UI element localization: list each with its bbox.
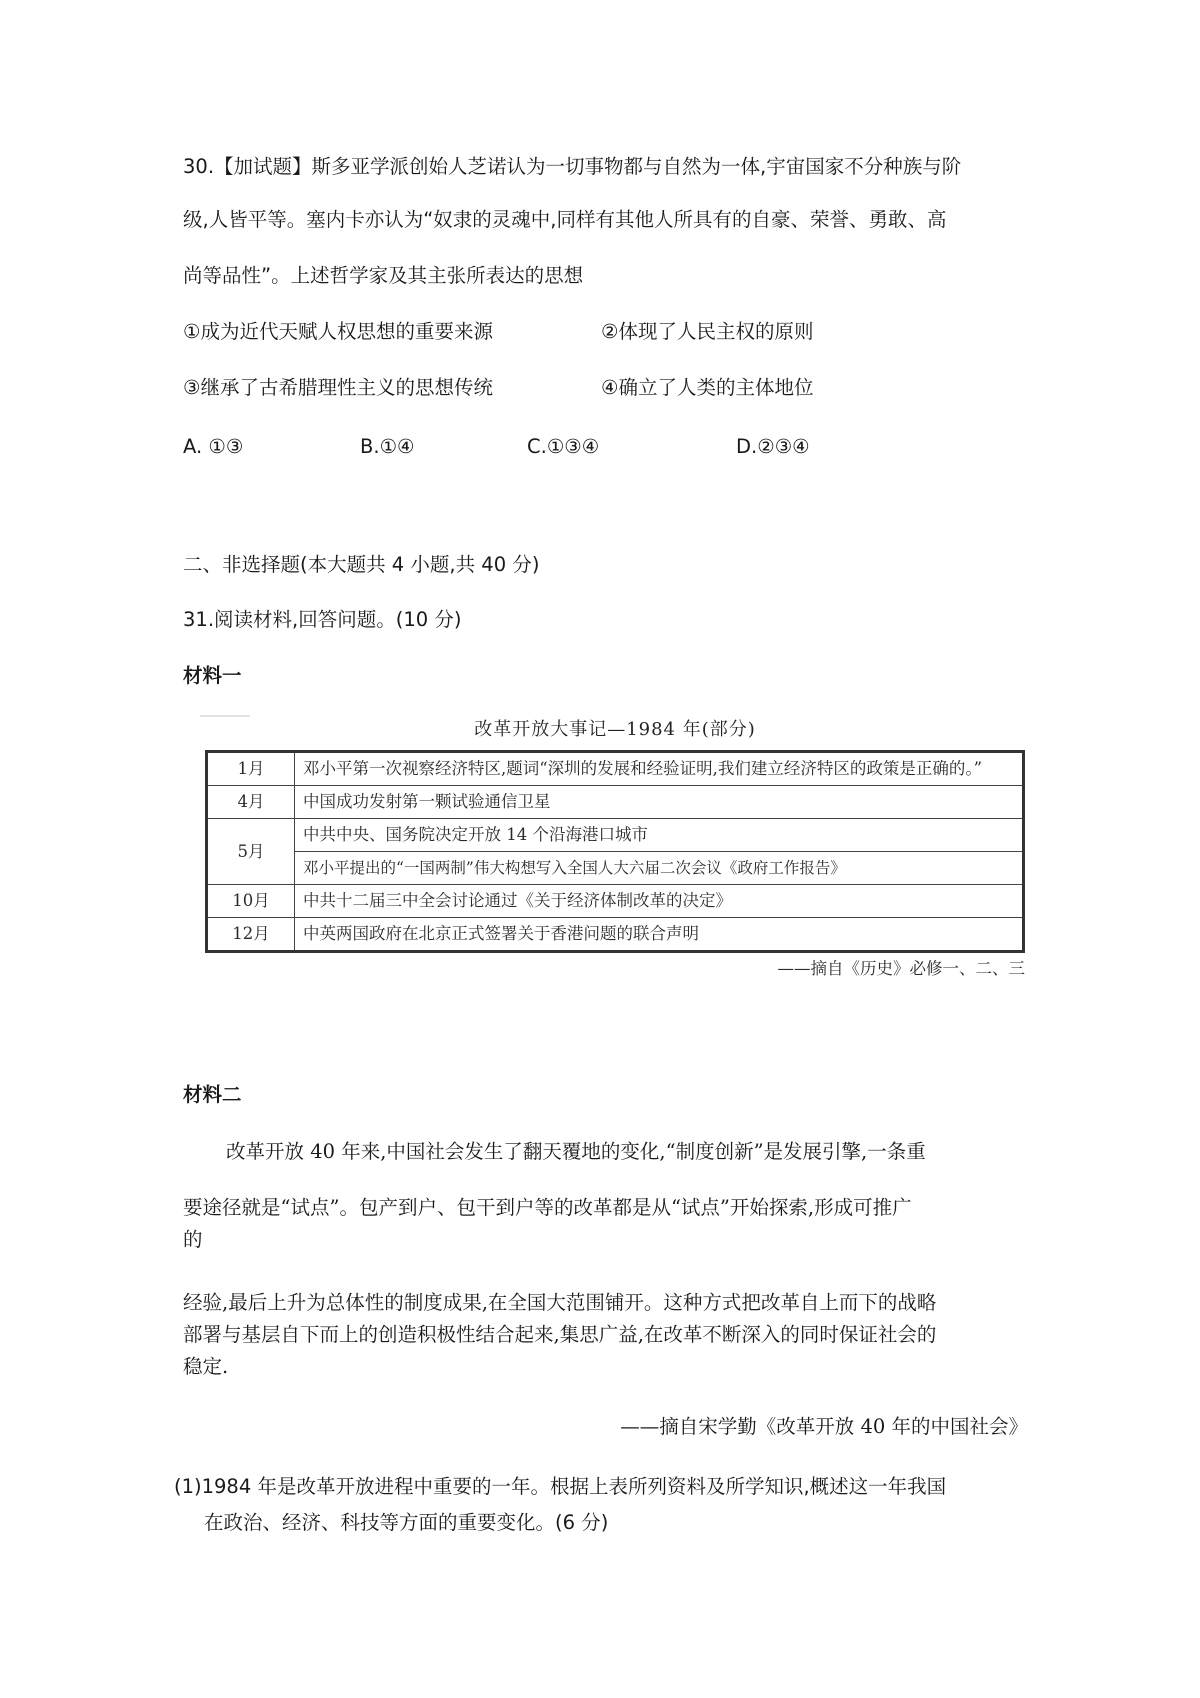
material-2-line-5: 部署与基层自下而上的创造积极性结合起来,集思广益,在改革不断深入的同时保证社会的 xyxy=(183,1323,937,1346)
q30-item-1: ①成为近代天赋人权思想的重要来源 xyxy=(183,320,493,343)
events-table-figure xyxy=(205,718,1025,981)
q30-line-2: 级,人皆平等。塞内卡亦认为“奴隶的灵魂中,同样有其他人所具有的自豪、荣誉、勇敢、高 xyxy=(183,208,947,231)
sub-question-1-line-1: (1)1984 年是改革开放进程中重要的一年。根据上表所列资料及所学知识,概述这一年我国 xyxy=(174,1475,947,1498)
sub-question-1-line-2: 在政治、经济、科技等方面的重要变化。(6 分) xyxy=(204,1511,609,1534)
event-cell: 邓小平提出的“一国两制”伟大构想写入全国人大六届二次会议《政府工作报告》 xyxy=(295,852,1024,885)
month-cell: 10月 xyxy=(207,885,295,918)
q30-item-2: ②体现了人民主权的原则 xyxy=(601,320,814,343)
q30-item-3: ③继承了古希腊理性主义的思想传统 xyxy=(183,376,493,399)
q30-line-3: 尚等品性”。上述哲学家及其主张所表达的思想 xyxy=(183,264,584,287)
table-row xyxy=(207,852,1024,885)
month-cell: 5月 xyxy=(207,819,295,885)
scan-mark xyxy=(200,715,250,717)
q30-option-d: D.②③④ xyxy=(736,435,810,458)
event-cell: 邓小平第一次视察经济特区,题词“深圳的发展和经验证明,我们建立经济特区的政策是正确的。” xyxy=(295,752,1024,786)
q30-item-4: ④确立了人类的主体地位 xyxy=(601,376,814,399)
table-row xyxy=(207,885,1024,918)
table-source: ——摘自《历史》必修一、二、三 xyxy=(777,959,1025,978)
q30-line-1: 30.【加试题】斯多亚学派创始人芝诺认为一切事物都与自然为一体,宇宙国家不分种族与阶 xyxy=(183,155,962,178)
event-cell: 中共中央、国务院决定开放 14 个沿海港口城市 xyxy=(295,819,1024,852)
table-row xyxy=(207,786,1024,819)
month-cell: 1月 xyxy=(207,752,295,786)
q30-option-a: A. ①③ xyxy=(183,435,244,458)
section-heading: 二、非选择题(本大题共 4 小题,共 40 分) xyxy=(183,553,540,576)
material-2-line-4: 经验,最后上升为总体性的制度成果,在全国大范围铺开。这种方式把改革自上而下的战略 xyxy=(183,1291,937,1314)
material-2-source: ——摘自宋学勤《改革开放 40 年的中国社会》 xyxy=(620,1415,1028,1438)
q30-option-c: C.①③④ xyxy=(527,435,600,458)
table-row xyxy=(207,918,1024,952)
material-2-line-1: 改革开放 40 年来,中国社会发生了翻天覆地的变化,“制度创新”是发展引擎,一条重 xyxy=(226,1140,926,1163)
material-2-line-6: 稳定. xyxy=(183,1355,229,1378)
table-row xyxy=(207,819,1024,852)
q30-option-b: B.①④ xyxy=(360,435,415,458)
material-2-label: 材料二 xyxy=(183,1083,242,1106)
events-table xyxy=(205,750,1025,953)
q31-heading: 31.阅读材料,回答问题。(10 分) xyxy=(183,608,462,631)
event-cell: 中英两国政府在北京正式签署关于香港问题的联合声明 xyxy=(295,918,1024,952)
material-2-line-2: 要途径就是“试点”。包产到户、包干到户等的改革都是从“试点”开始探索,形成可推广 xyxy=(183,1196,912,1219)
material-2-line-3: 的 xyxy=(183,1228,203,1251)
table-row xyxy=(207,752,1024,786)
material-1-label: 材料一 xyxy=(183,664,242,687)
month-cell: 12月 xyxy=(207,918,295,952)
table-title: 改革开放大事记—1984 年(部分) xyxy=(474,719,756,740)
month-cell: 4月 xyxy=(207,786,295,819)
event-cell: 中国成功发射第一颗试验通信卫星 xyxy=(295,786,1024,819)
event-cell: 中共十二届三中全会讨论通过《关于经济体制改革的决定》 xyxy=(295,885,1024,918)
